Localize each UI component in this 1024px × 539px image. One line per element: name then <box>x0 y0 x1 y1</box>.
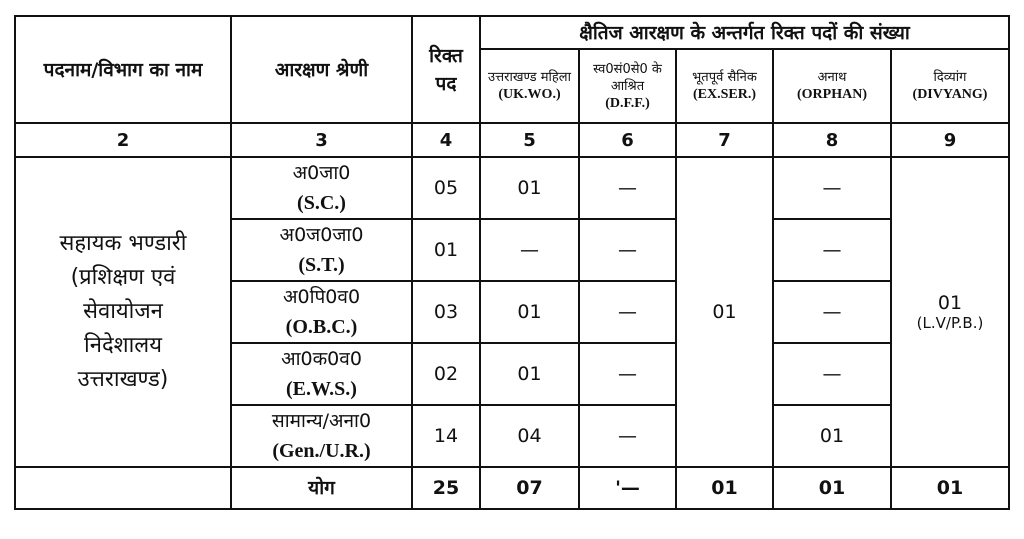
header-sub-divyang-hi: दिव्यांग <box>933 70 967 85</box>
category-cell <box>231 405 412 467</box>
category-en: (Gen./U.R.) <box>272 440 371 462</box>
dff-cell: — <box>579 343 676 405</box>
dff-cell: — <box>579 157 676 219</box>
post-name-cell <box>15 157 231 467</box>
col-number: 6 <box>579 123 676 157</box>
vacant-cell: 01 <box>412 219 480 281</box>
header-sub-orphan-hi: अनाथ <box>817 70 847 85</box>
category-cell <box>231 157 412 219</box>
category-hi: अ0जा0 <box>292 162 351 184</box>
header-sub-orphan-en: (ORPHAN) <box>797 87 867 102</box>
divyang-note: (L.V/P.B.) <box>916 314 984 332</box>
header-horizontal-title: क्षैतिज आरक्षण के अन्तर्गत रिक्त पदों की संख्या <box>480 16 1009 49</box>
total-dff: '— <box>579 467 676 509</box>
header-sub-orphan <box>773 49 891 123</box>
header-vacant: रिक्त पद <box>412 16 480 123</box>
exser-merged-cell: 01 <box>676 157 773 467</box>
total-ukwo: 07 <box>480 467 579 509</box>
header-category: आरक्षण श्रेणी <box>231 16 412 123</box>
vacant-cell: 14 <box>412 405 480 467</box>
orphan-cell: 01 <box>773 405 891 467</box>
header-sub-divyang-en: (DIVYANG) <box>912 87 988 102</box>
header-sub-dff-hi: स्व0सं0से0 के आश्रित <box>593 61 662 94</box>
header-post-dept: पदनाम/विभाग का नाम <box>15 16 231 123</box>
total-orphan: 01 <box>773 467 891 509</box>
total-label: योग <box>231 467 412 509</box>
orphan-cell: — <box>773 219 891 281</box>
col-number: 3 <box>231 123 412 157</box>
ukwo-cell: 01 <box>480 281 579 343</box>
category-en: (S.C.) <box>297 192 346 214</box>
total-post-blank <box>15 467 231 509</box>
category-hi: अ0ज0जा0 <box>279 224 364 246</box>
col-number: 8 <box>773 123 891 157</box>
header-sub-exser-hi: भूतपूर्व सैनिक <box>692 70 757 85</box>
category-en: (S.T.) <box>298 254 345 276</box>
header-sub-dff <box>579 49 676 123</box>
vacancy-table-wrapper <box>14 15 1010 510</box>
header-sub-ukwo-hi: उत्तराखण्ड महिला <box>488 70 571 85</box>
category-cell <box>231 343 412 405</box>
vacant-cell: 03 <box>412 281 480 343</box>
header-sub-dff-en: (D.F.F.) <box>605 95 650 111</box>
total-vacant: 25 <box>412 467 480 509</box>
category-hi: आ0क0व0 <box>281 348 362 370</box>
dff-cell: — <box>579 281 676 343</box>
divyang-merged-cell <box>891 157 1009 467</box>
post-line: सहायक भण्डारी <box>59 231 187 256</box>
total-divyang: 01 <box>891 467 1009 509</box>
header-sub-exser <box>676 49 773 123</box>
col-number: 7 <box>676 123 773 157</box>
orphan-cell: — <box>773 281 891 343</box>
post-line: उत्तराखण्ड) <box>77 367 169 392</box>
header-sub-ukwo-en: (UK.WO.) <box>498 87 561 102</box>
dff-cell: — <box>579 219 676 281</box>
orphan-cell: — <box>773 157 891 219</box>
total-exser: 01 <box>676 467 773 509</box>
category-cell <box>231 281 412 343</box>
vacancy-table <box>14 15 1010 510</box>
vacant-cell: 02 <box>412 343 480 405</box>
col-number: 5 <box>480 123 579 157</box>
category-en: (E.W.S.) <box>286 378 357 400</box>
dff-cell: — <box>579 405 676 467</box>
ukwo-cell: 01 <box>480 157 579 219</box>
category-hi: सामान्य/अना0 <box>271 410 372 432</box>
col-number: 9 <box>891 123 1009 157</box>
post-line: (प्रशिक्षण एवं <box>70 265 176 290</box>
header-sub-divyang <box>891 49 1009 123</box>
category-en: (O.B.C.) <box>285 316 358 338</box>
ukwo-cell: — <box>480 219 579 281</box>
post-line: निदेशालय <box>84 333 162 358</box>
header-sub-ukwo <box>480 49 579 123</box>
category-cell <box>231 219 412 281</box>
category-hi: अ0पि0व0 <box>282 286 361 308</box>
orphan-cell: — <box>773 343 891 405</box>
ukwo-cell: 01 <box>480 343 579 405</box>
ukwo-cell: 04 <box>480 405 579 467</box>
col-number: 2 <box>15 123 231 157</box>
divyang-value: 01 <box>937 292 963 314</box>
vacant-cell: 05 <box>412 157 480 219</box>
post-line: सेवायोजन <box>83 299 163 324</box>
col-number: 4 <box>412 123 480 157</box>
header-sub-exser-en: (EX.SER.) <box>692 87 756 102</box>
